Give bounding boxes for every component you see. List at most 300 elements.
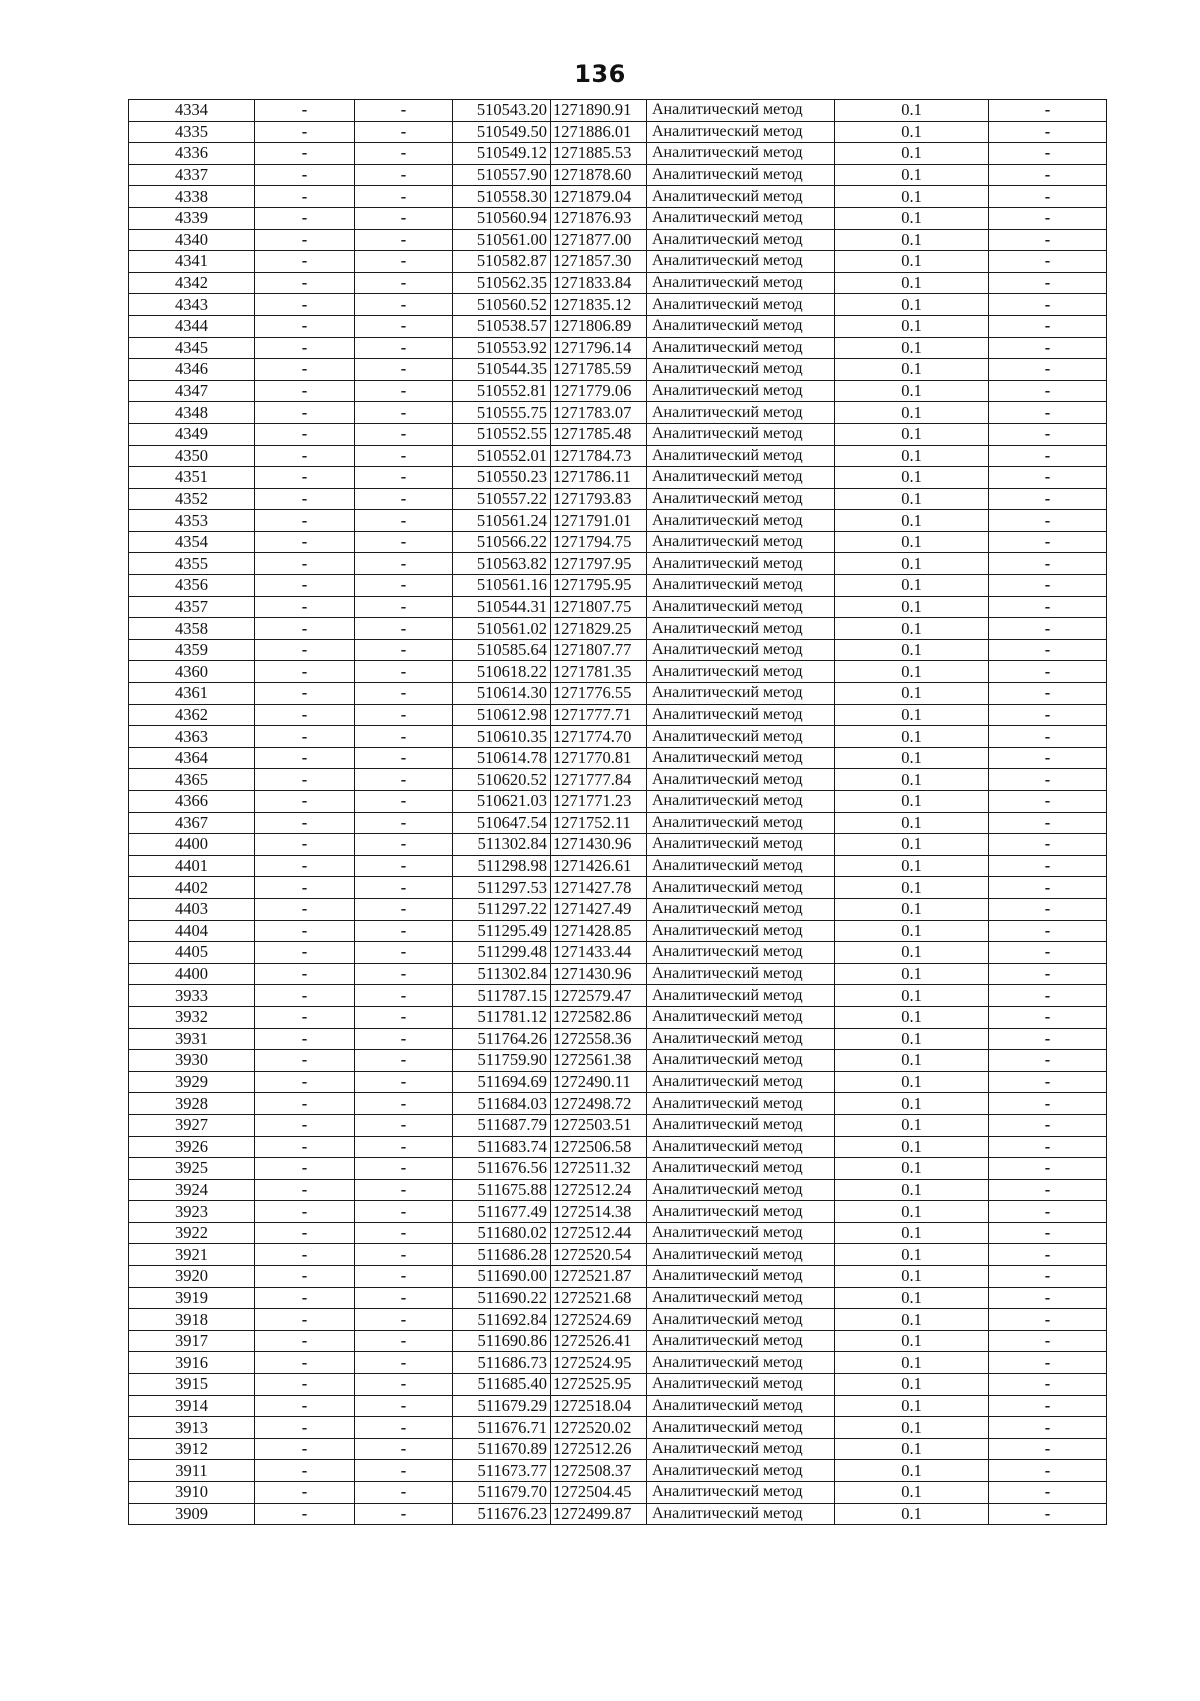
accuracy-cell: 0.1 xyxy=(835,402,989,424)
y-coordinate-cell: 1272511.32 xyxy=(551,1158,647,1180)
x-coordinate-cell: 511297.53 xyxy=(453,877,551,899)
point-number-cell: 3913 xyxy=(129,1417,255,1439)
dash-cell: - xyxy=(255,164,355,186)
y-coordinate-cell: 1271878.60 xyxy=(551,164,647,186)
dash-cell: - xyxy=(989,1114,1107,1136)
accuracy-cell: 0.1 xyxy=(835,337,989,359)
point-number-cell: 4360 xyxy=(129,661,255,683)
y-coordinate-cell: 1271430.96 xyxy=(551,963,647,985)
method-cell: Аналитический метод xyxy=(647,402,835,424)
dash-cell: - xyxy=(989,1309,1107,1331)
dash-cell: - xyxy=(989,1374,1107,1396)
method-cell: Аналитический метод xyxy=(647,1114,835,1136)
y-coordinate-cell: 1271793.83 xyxy=(551,488,647,510)
point-number-cell: 3918 xyxy=(129,1309,255,1331)
accuracy-cell: 0.1 xyxy=(835,1114,989,1136)
table-row xyxy=(129,1266,1107,1288)
dash-cell: - xyxy=(255,229,355,251)
accuracy-cell: 0.1 xyxy=(835,1222,989,1244)
dash-cell: - xyxy=(255,488,355,510)
method-cell: Аналитический метод xyxy=(647,855,835,877)
y-coordinate-cell: 1272498.72 xyxy=(551,1093,647,1115)
table-row xyxy=(129,1503,1107,1525)
method-cell: Аналитический метод xyxy=(647,791,835,813)
accuracy-cell: 0.1 xyxy=(835,747,989,769)
method-cell: Аналитический метод xyxy=(647,1244,835,1266)
point-number-cell: 4365 xyxy=(129,769,255,791)
y-coordinate-cell: 1272520.54 xyxy=(551,1244,647,1266)
x-coordinate-cell: 510544.31 xyxy=(453,596,551,618)
point-number-cell: 3930 xyxy=(129,1050,255,1072)
x-coordinate-cell: 510553.92 xyxy=(453,337,551,359)
table-row xyxy=(129,877,1107,899)
point-number-cell: 3912 xyxy=(129,1438,255,1460)
point-number-cell: 3929 xyxy=(129,1071,255,1093)
dash-cell: - xyxy=(255,1201,355,1223)
x-coordinate-cell: 511686.28 xyxy=(453,1244,551,1266)
accuracy-cell: 0.1 xyxy=(835,207,989,229)
dash-cell: - xyxy=(989,1266,1107,1288)
point-number-cell: 4362 xyxy=(129,704,255,726)
table-row xyxy=(129,1006,1107,1028)
method-cell: Аналитический метод xyxy=(647,596,835,618)
method-cell: Аналитический метод xyxy=(647,186,835,208)
x-coordinate-cell: 511684.03 xyxy=(453,1093,551,1115)
point-number-cell: 3916 xyxy=(129,1352,255,1374)
x-coordinate-cell: 510552.01 xyxy=(453,445,551,467)
accuracy-cell: 0.1 xyxy=(835,1201,989,1223)
dash-cell: - xyxy=(989,1028,1107,1050)
table-row xyxy=(129,1395,1107,1417)
x-coordinate-cell: 510558.30 xyxy=(453,186,551,208)
point-number-cell: 4403 xyxy=(129,898,255,920)
dash-cell: - xyxy=(989,1438,1107,1460)
dash-cell: - xyxy=(255,100,355,122)
table-row xyxy=(129,1438,1107,1460)
y-coordinate-cell: 1271879.04 xyxy=(551,186,647,208)
method-cell: Аналитический метод xyxy=(647,488,835,510)
x-coordinate-cell: 510544.35 xyxy=(453,359,551,381)
dash-cell: - xyxy=(355,877,453,899)
dash-cell: - xyxy=(355,553,453,575)
table-row xyxy=(129,121,1107,143)
accuracy-cell: 0.1 xyxy=(835,251,989,273)
dash-cell: - xyxy=(989,380,1107,402)
point-number-cell: 4350 xyxy=(129,445,255,467)
dash-cell: - xyxy=(355,942,453,964)
dash-cell: - xyxy=(255,1028,355,1050)
method-cell: Аналитический метод xyxy=(647,143,835,165)
dash-cell: - xyxy=(255,920,355,942)
dash-cell: - xyxy=(255,207,355,229)
method-cell: Аналитический метод xyxy=(647,164,835,186)
method-cell: Аналитический метод xyxy=(647,898,835,920)
table-row xyxy=(129,855,1107,877)
point-number-cell: 4366 xyxy=(129,791,255,813)
dash-cell: - xyxy=(355,1093,453,1115)
x-coordinate-cell: 510557.90 xyxy=(453,164,551,186)
table-row xyxy=(129,812,1107,834)
accuracy-cell: 0.1 xyxy=(835,531,989,553)
y-coordinate-cell: 1271829.25 xyxy=(551,618,647,640)
accuracy-cell: 0.1 xyxy=(835,1028,989,1050)
dash-cell: - xyxy=(355,834,453,856)
method-cell: Аналитический метод xyxy=(647,575,835,597)
dash-cell: - xyxy=(989,1222,1107,1244)
dash-cell: - xyxy=(989,1093,1107,1115)
y-coordinate-cell: 1272503.51 xyxy=(551,1114,647,1136)
dash-cell: - xyxy=(255,618,355,640)
dash-cell: - xyxy=(355,337,453,359)
method-cell: Аналитический метод xyxy=(647,1179,835,1201)
x-coordinate-cell: 510612.98 xyxy=(453,704,551,726)
x-coordinate-cell: 511676.23 xyxy=(453,1503,551,1525)
method-cell: Аналитический метод xyxy=(647,1309,835,1331)
method-cell: Аналитический метод xyxy=(647,812,835,834)
y-coordinate-cell: 1271795.95 xyxy=(551,575,647,597)
x-coordinate-cell: 511297.22 xyxy=(453,898,551,920)
y-coordinate-cell: 1272561.38 xyxy=(551,1050,647,1072)
point-number-cell: 4347 xyxy=(129,380,255,402)
dash-cell: - xyxy=(989,618,1107,640)
dash-cell: - xyxy=(255,380,355,402)
table-row xyxy=(129,639,1107,661)
y-coordinate-cell: 1272506.58 xyxy=(551,1136,647,1158)
dash-cell: - xyxy=(355,1158,453,1180)
table-row xyxy=(129,661,1107,683)
dash-cell: - xyxy=(355,1374,453,1396)
y-coordinate-cell: 1272499.87 xyxy=(551,1503,647,1525)
x-coordinate-cell: 511679.70 xyxy=(453,1482,551,1504)
dash-cell: - xyxy=(355,423,453,445)
point-number-cell: 4359 xyxy=(129,639,255,661)
dash-cell: - xyxy=(355,1028,453,1050)
dash-cell: - xyxy=(989,812,1107,834)
dash-cell: - xyxy=(989,488,1107,510)
table-row xyxy=(129,1136,1107,1158)
y-coordinate-cell: 1272490.11 xyxy=(551,1071,647,1093)
method-cell: Аналитический метод xyxy=(647,1222,835,1244)
method-cell: Аналитический метод xyxy=(647,510,835,532)
dash-cell: - xyxy=(355,1136,453,1158)
y-coordinate-cell: 1271752.11 xyxy=(551,812,647,834)
dash-cell: - xyxy=(989,315,1107,337)
accuracy-cell: 0.1 xyxy=(835,683,989,705)
x-coordinate-cell: 510582.87 xyxy=(453,251,551,273)
method-cell: Аналитический метод xyxy=(647,661,835,683)
table-row xyxy=(129,920,1107,942)
y-coordinate-cell: 1271771.23 xyxy=(551,791,647,813)
dash-cell: - xyxy=(989,1006,1107,1028)
dash-cell: - xyxy=(989,1460,1107,1482)
dash-cell: - xyxy=(355,1395,453,1417)
accuracy-cell: 0.1 xyxy=(835,618,989,640)
dash-cell: - xyxy=(255,963,355,985)
dash-cell: - xyxy=(355,1222,453,1244)
method-cell: Аналитический метод xyxy=(647,553,835,575)
dash-cell: - xyxy=(989,143,1107,165)
point-number-cell: 4345 xyxy=(129,337,255,359)
point-number-cell: 4352 xyxy=(129,488,255,510)
y-coordinate-cell: 1272524.95 xyxy=(551,1352,647,1374)
x-coordinate-cell: 510552.55 xyxy=(453,423,551,445)
table-row xyxy=(129,575,1107,597)
table-row xyxy=(129,791,1107,813)
dash-cell: - xyxy=(255,1352,355,1374)
accuracy-cell: 0.1 xyxy=(835,143,989,165)
dash-cell: - xyxy=(989,1503,1107,1525)
dash-cell: - xyxy=(255,596,355,618)
method-cell: Аналитический метод xyxy=(647,747,835,769)
accuracy-cell: 0.1 xyxy=(835,359,989,381)
method-cell: Аналитический метод xyxy=(647,359,835,381)
dash-cell: - xyxy=(355,769,453,791)
method-cell: Аналитический метод xyxy=(647,963,835,985)
dash-cell: - xyxy=(255,1244,355,1266)
y-coordinate-cell: 1271783.07 xyxy=(551,402,647,424)
dash-cell: - xyxy=(989,467,1107,489)
method-cell: Аналитический метод xyxy=(647,294,835,316)
dash-cell: - xyxy=(989,531,1107,553)
dash-cell: - xyxy=(355,812,453,834)
dash-cell: - xyxy=(255,121,355,143)
point-number-cell: 4400 xyxy=(129,963,255,985)
point-number-cell: 3909 xyxy=(129,1503,255,1525)
table-row xyxy=(129,704,1107,726)
x-coordinate-cell: 510549.12 xyxy=(453,143,551,165)
dash-cell: - xyxy=(255,143,355,165)
point-number-cell: 4339 xyxy=(129,207,255,229)
method-cell: Аналитический метод xyxy=(647,207,835,229)
table-row xyxy=(129,747,1107,769)
accuracy-cell: 0.1 xyxy=(835,1244,989,1266)
dash-cell: - xyxy=(355,315,453,337)
dash-cell: - xyxy=(355,1417,453,1439)
point-number-cell: 4358 xyxy=(129,618,255,640)
dash-cell: - xyxy=(355,639,453,661)
accuracy-cell: 0.1 xyxy=(835,726,989,748)
accuracy-cell: 0.1 xyxy=(835,791,989,813)
method-cell: Аналитический метод xyxy=(647,769,835,791)
point-number-cell: 4355 xyxy=(129,553,255,575)
x-coordinate-cell: 510550.23 xyxy=(453,467,551,489)
dash-cell: - xyxy=(355,596,453,618)
accuracy-cell: 0.1 xyxy=(835,1287,989,1309)
dash-cell: - xyxy=(989,963,1107,985)
table-row xyxy=(129,380,1107,402)
y-coordinate-cell: 1271427.49 xyxy=(551,898,647,920)
dash-cell: - xyxy=(255,1006,355,1028)
x-coordinate-cell: 510562.35 xyxy=(453,272,551,294)
dash-cell: - xyxy=(355,100,453,122)
accuracy-cell: 0.1 xyxy=(835,229,989,251)
dash-cell: - xyxy=(989,1287,1107,1309)
dash-cell: - xyxy=(989,1417,1107,1439)
dash-cell: - xyxy=(355,1071,453,1093)
point-number-cell: 4340 xyxy=(129,229,255,251)
point-number-cell: 4353 xyxy=(129,510,255,532)
dash-cell: - xyxy=(355,380,453,402)
table-row xyxy=(129,985,1107,1007)
method-cell: Аналитический метод xyxy=(647,1201,835,1223)
dash-cell: - xyxy=(989,596,1107,618)
method-cell: Аналитический метод xyxy=(647,834,835,856)
dash-cell: - xyxy=(355,229,453,251)
method-cell: Аналитический метод xyxy=(647,337,835,359)
table-row xyxy=(129,1352,1107,1374)
y-coordinate-cell: 1271794.75 xyxy=(551,531,647,553)
y-coordinate-cell: 1271776.55 xyxy=(551,683,647,705)
y-coordinate-cell: 1271796.14 xyxy=(551,337,647,359)
dash-cell: - xyxy=(355,855,453,877)
x-coordinate-cell: 510647.54 xyxy=(453,812,551,834)
dash-cell: - xyxy=(355,1330,453,1352)
accuracy-cell: 0.1 xyxy=(835,1309,989,1331)
table-row xyxy=(129,467,1107,489)
accuracy-cell: 0.1 xyxy=(835,769,989,791)
dash-cell: - xyxy=(989,121,1107,143)
x-coordinate-cell: 510610.35 xyxy=(453,726,551,748)
dash-cell: - xyxy=(255,898,355,920)
dash-cell: - xyxy=(989,100,1107,122)
dash-cell: - xyxy=(989,726,1107,748)
x-coordinate-cell: 511673.77 xyxy=(453,1460,551,1482)
point-number-cell: 3924 xyxy=(129,1179,255,1201)
dash-cell: - xyxy=(355,963,453,985)
dash-cell: - xyxy=(255,186,355,208)
dash-cell: - xyxy=(989,1050,1107,1072)
dash-cell: - xyxy=(255,639,355,661)
coordinates-table-wrapper xyxy=(128,99,1106,1525)
x-coordinate-cell: 511690.86 xyxy=(453,1330,551,1352)
point-number-cell: 3923 xyxy=(129,1201,255,1223)
dash-cell: - xyxy=(355,661,453,683)
accuracy-cell: 0.1 xyxy=(835,1374,989,1396)
table-row xyxy=(129,143,1107,165)
dash-cell: - xyxy=(255,510,355,532)
method-cell: Аналитический метод xyxy=(647,445,835,467)
dash-cell: - xyxy=(355,445,453,467)
method-cell: Аналитический метод xyxy=(647,1028,835,1050)
dash-cell: - xyxy=(255,1071,355,1093)
dash-cell: - xyxy=(355,1503,453,1525)
point-number-cell: 4402 xyxy=(129,877,255,899)
y-coordinate-cell: 1272512.26 xyxy=(551,1438,647,1460)
y-coordinate-cell: 1272525.95 xyxy=(551,1374,647,1396)
method-cell: Аналитический метод xyxy=(647,920,835,942)
dash-cell: - xyxy=(989,661,1107,683)
accuracy-cell: 0.1 xyxy=(835,488,989,510)
y-coordinate-cell: 1271807.77 xyxy=(551,639,647,661)
dash-cell: - xyxy=(989,207,1107,229)
dash-cell: - xyxy=(355,294,453,316)
dash-cell: - xyxy=(255,1266,355,1288)
x-coordinate-cell: 510621.03 xyxy=(453,791,551,813)
accuracy-cell: 0.1 xyxy=(835,1503,989,1525)
x-coordinate-cell: 510566.22 xyxy=(453,531,551,553)
point-number-cell: 3933 xyxy=(129,985,255,1007)
table-row xyxy=(129,337,1107,359)
accuracy-cell: 0.1 xyxy=(835,510,989,532)
x-coordinate-cell: 511781.12 xyxy=(453,1006,551,1028)
dash-cell: - xyxy=(255,1503,355,1525)
table-row xyxy=(129,1222,1107,1244)
dash-cell: - xyxy=(989,1244,1107,1266)
table-row xyxy=(129,510,1107,532)
table-row xyxy=(129,898,1107,920)
table-body xyxy=(129,100,1107,1525)
table-row xyxy=(129,1071,1107,1093)
table-row xyxy=(129,1417,1107,1439)
table-row xyxy=(129,1374,1107,1396)
table-row xyxy=(129,1330,1107,1352)
dash-cell: - xyxy=(989,510,1107,532)
dash-cell: - xyxy=(989,769,1107,791)
dash-cell: - xyxy=(989,1482,1107,1504)
dash-cell: - xyxy=(255,1050,355,1072)
x-coordinate-cell: 511299.48 xyxy=(453,942,551,964)
x-coordinate-cell: 511298.98 xyxy=(453,855,551,877)
dash-cell: - xyxy=(989,1158,1107,1180)
y-coordinate-cell: 1271785.59 xyxy=(551,359,647,381)
dash-cell: - xyxy=(255,294,355,316)
x-coordinate-cell: 511687.79 xyxy=(453,1114,551,1136)
x-coordinate-cell: 511764.26 xyxy=(453,1028,551,1050)
dash-cell: - xyxy=(255,272,355,294)
method-cell: Аналитический метод xyxy=(647,942,835,964)
y-coordinate-cell: 1272579.47 xyxy=(551,985,647,1007)
dash-cell: - xyxy=(355,747,453,769)
accuracy-cell: 0.1 xyxy=(835,1352,989,1374)
dash-cell: - xyxy=(989,942,1107,964)
dash-cell: - xyxy=(989,834,1107,856)
y-coordinate-cell: 1271791.01 xyxy=(551,510,647,532)
point-number-cell: 4341 xyxy=(129,251,255,273)
dash-cell: - xyxy=(355,1352,453,1374)
point-number-cell: 3932 xyxy=(129,1006,255,1028)
dash-cell: - xyxy=(355,207,453,229)
dash-cell: - xyxy=(355,1179,453,1201)
y-coordinate-cell: 1271430.96 xyxy=(551,834,647,856)
dash-cell: - xyxy=(255,1179,355,1201)
table-row xyxy=(129,229,1107,251)
table-row xyxy=(129,1309,1107,1331)
dash-cell: - xyxy=(989,272,1107,294)
table-row xyxy=(129,963,1107,985)
x-coordinate-cell: 510563.82 xyxy=(453,553,551,575)
dash-cell: - xyxy=(989,164,1107,186)
dash-cell: - xyxy=(989,186,1107,208)
dash-cell: - xyxy=(255,402,355,424)
accuracy-cell: 0.1 xyxy=(835,445,989,467)
method-cell: Аналитический метод xyxy=(647,121,835,143)
point-number-cell: 4335 xyxy=(129,121,255,143)
x-coordinate-cell: 511676.71 xyxy=(453,1417,551,1439)
accuracy-cell: 0.1 xyxy=(835,704,989,726)
y-coordinate-cell: 1271770.81 xyxy=(551,747,647,769)
y-coordinate-cell: 1271806.89 xyxy=(551,315,647,337)
dash-cell: - xyxy=(255,467,355,489)
dash-cell: - xyxy=(989,553,1107,575)
x-coordinate-cell: 511690.22 xyxy=(453,1287,551,1309)
point-number-cell: 4367 xyxy=(129,812,255,834)
table-row xyxy=(129,359,1107,381)
dash-cell: - xyxy=(355,726,453,748)
table-row xyxy=(129,207,1107,229)
dash-cell: - xyxy=(989,423,1107,445)
dash-cell: - xyxy=(255,791,355,813)
dash-cell: - xyxy=(255,251,355,273)
